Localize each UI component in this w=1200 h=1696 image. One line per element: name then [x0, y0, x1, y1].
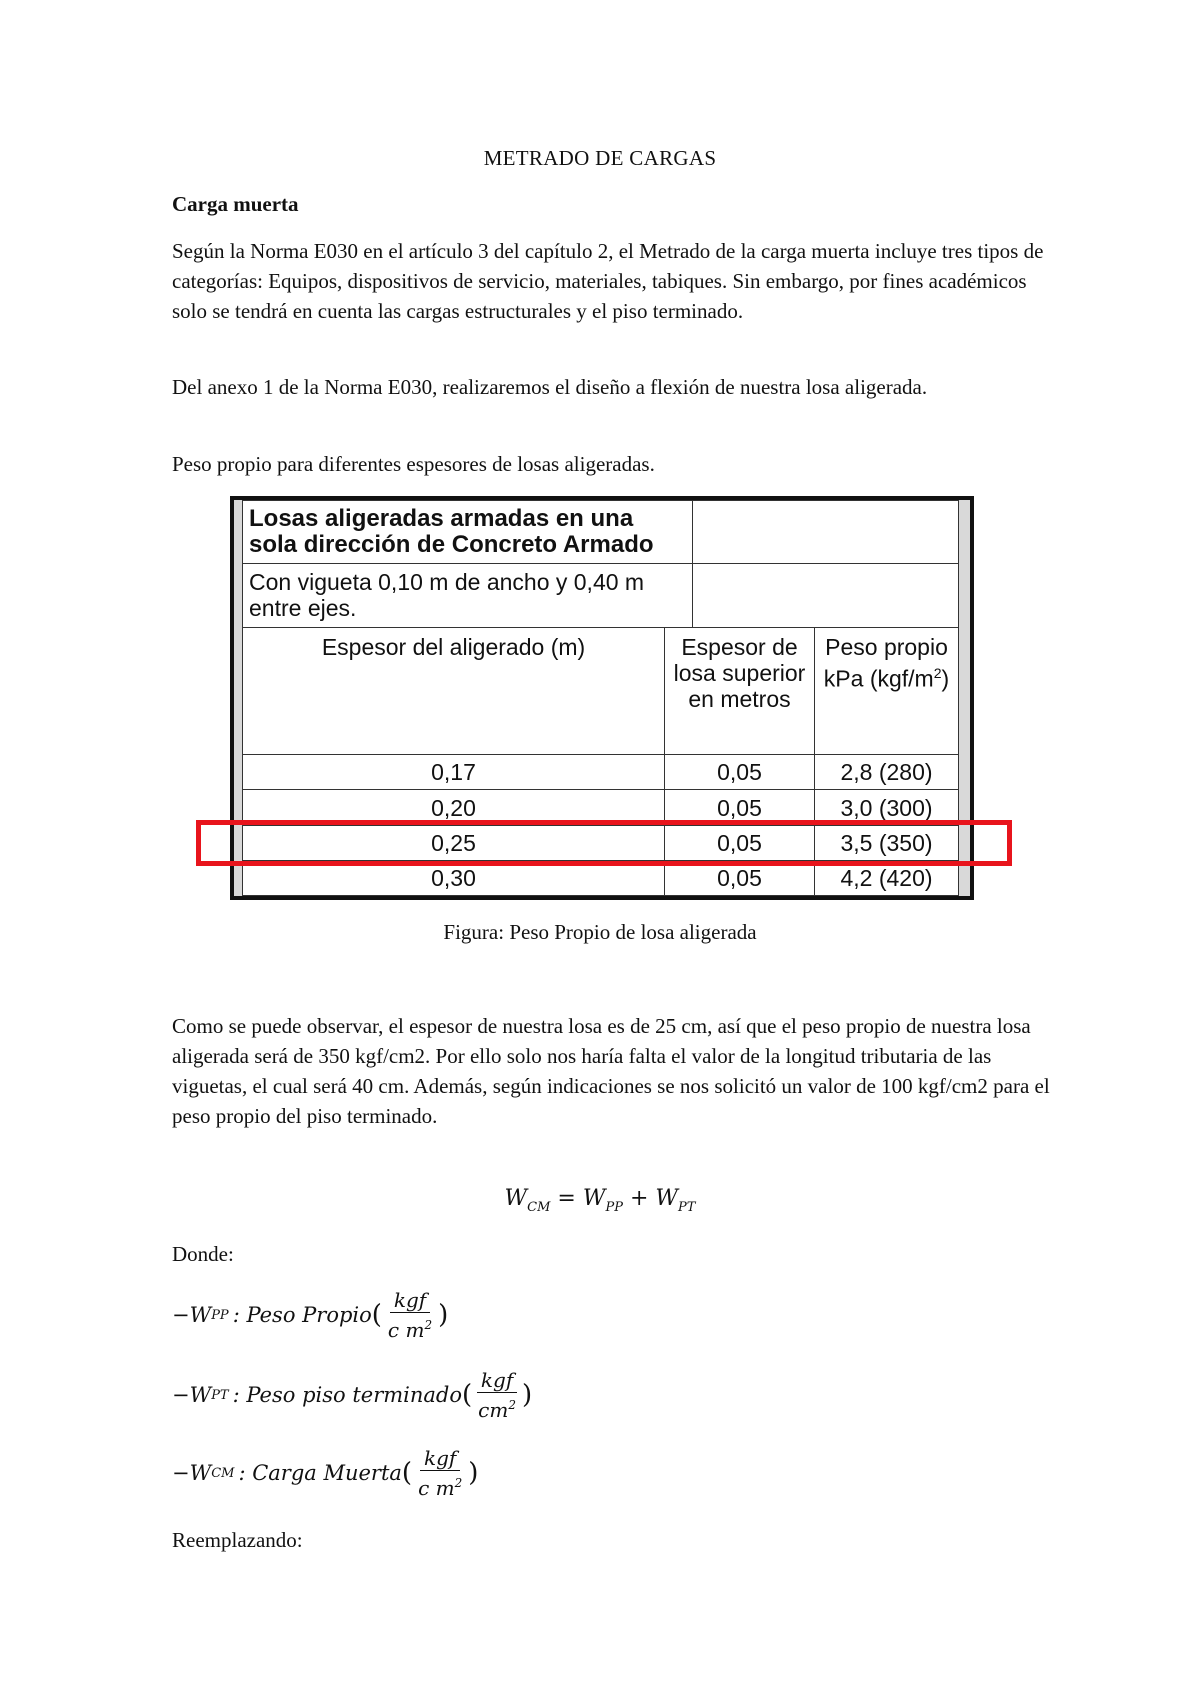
unit-denominator-text: c m: [418, 1476, 455, 1500]
column-header-peso-line1: Peso propio: [825, 633, 948, 660]
unit-fraction: [414, 1446, 466, 1500]
paragraph-anexo: Del anexo 1 de la Norma E030, realizaremos el diseño a flexión de nuestra losa aligerada.: [172, 375, 928, 399]
cell-espesor: 0,30: [243, 860, 665, 895]
table-header-sub: Con vigueta 0,10 m de ancho y 0,40 m entre ejes.: [243, 564, 693, 627]
definition-label: : Carga Muerta: [238, 1461, 402, 1485]
unit-exponent: 2: [508, 1398, 516, 1412]
paragraph-peso-propio: Peso propio para diferentes espesores de losas aligeradas.: [172, 452, 655, 476]
cell-espesor: 0,25: [243, 825, 665, 860]
cell-espesor: 0,20: [243, 790, 665, 825]
formula-term2-sub: PT: [678, 1200, 696, 1215]
column-header-espesor: Espesor del aligerado (m): [243, 627, 665, 755]
unit-denominator: [414, 1471, 466, 1500]
unit-numerator: kgf: [420, 1446, 460, 1471]
definition-sub: PT: [211, 1387, 229, 1403]
unit-exponent: 2: [424, 1318, 433, 1332]
unit-fraction: [384, 1288, 436, 1342]
unit-denominator-text: c m: [387, 1318, 425, 1342]
column-header-peso-close: ): [941, 665, 950, 692]
definition-carga-muerta: [172, 1446, 478, 1500]
unit-denominator-text: cm: [478, 1398, 509, 1422]
paren-open: (: [462, 1380, 473, 1410]
reemplazando-label: Reemplazando:: [172, 1528, 303, 1552]
highlight-box: [196, 820, 1012, 866]
definition-peso-propio: [172, 1288, 448, 1342]
definition-sub: PP: [211, 1307, 229, 1323]
paragraph-norma: Según la Norma E030 en el artículo 3 del capítulo 2, el Metrado de la carga muerta incluye tres tipos de categorías: Equipos, dispositivos de servicio, materiales, tabiques. Sin embargo, por fines académicos solo se tendrá en cuenta las cargas estructurales y el piso terminado.: [172, 239, 1044, 323]
unit-denominator: [384, 1313, 436, 1342]
donde-label: Donde:: [172, 1242, 234, 1266]
cell-losa: 0,05: [665, 790, 815, 825]
column-header-peso: [815, 627, 959, 755]
formula-term1: W: [582, 1186, 606, 1211]
unit-denominator: [474, 1393, 520, 1422]
formula-term1-sub: PP: [605, 1200, 623, 1215]
formula-carga-muerta: [0, 1186, 1200, 1215]
unit-fraction: [474, 1368, 520, 1422]
cell-peso: 2,8 (280): [815, 755, 959, 790]
column-header-peso-line2: kPa (kgf/m: [823, 665, 934, 692]
table-header-empty: [693, 501, 959, 564]
formula-plus: +: [629, 1186, 649, 1211]
cell-losa: 0,05: [665, 825, 815, 860]
definition-label: : Peso piso terminado: [232, 1383, 462, 1407]
column-header-losa: Espesor de losa superior en metros: [665, 627, 815, 755]
paren-close: ): [438, 1300, 449, 1330]
figure-caption: Figura: Peso Propio de losa aligerada: [443, 920, 757, 944]
unit-numerator: kgf: [390, 1288, 430, 1313]
definition-sub: CM: [211, 1465, 235, 1481]
cell-losa: 0,05: [665, 860, 815, 895]
cell-peso: 3,5 (350): [815, 825, 959, 860]
formula-term2: W: [655, 1186, 679, 1211]
table-header-empty: [693, 564, 959, 627]
paren-open: (: [401, 1458, 413, 1488]
cell-espesor: 0,17: [243, 755, 665, 790]
cell-losa: 0,05: [665, 755, 815, 790]
table-row: [243, 755, 959, 790]
unit-numerator: kgf: [477, 1368, 517, 1393]
cell-peso: 4,2 (420): [815, 860, 959, 895]
definition-piso-terminado: [172, 1368, 532, 1422]
definition-symbol: −W: [172, 1383, 212, 1407]
definition-symbol: −W: [172, 1303, 212, 1327]
cell-peso: 3,0 (300): [815, 790, 959, 825]
page-title: METRADO DE CARGAS: [483, 146, 717, 170]
section-heading: Carga muerta: [172, 192, 299, 216]
formula-lhs-sub: CM: [527, 1200, 551, 1215]
table-header-main: Losas aligeradas armadas en una sola dirección de Concreto Armado: [243, 501, 693, 564]
formula-equals: =: [557, 1186, 576, 1211]
unit-exponent: 2: [454, 1476, 463, 1490]
column-header-peso-sup: 2: [933, 664, 942, 681]
paren-open: (: [371, 1300, 382, 1330]
paren-close: ): [521, 1380, 533, 1410]
definition-label: : Peso Propio: [232, 1303, 372, 1327]
paragraph-observacion: Como se puede observar, el espesor de nuestra losa es de 25 cm, así que el peso propio de nuestra losa aligerada será de 350 kgf/cm2. Por ello solo nos haría falta el valor de la longitud tributaria de las viguetas, el cual será 40 cm. Además, según indicaciones se nos solicitó un valor de 100 kgf/cm2 para el peso propio del piso terminado.: [172, 1014, 1050, 1128]
paren-close: ): [468, 1458, 479, 1488]
definition-symbol: −W: [172, 1461, 212, 1485]
formula-lhs: W: [504, 1186, 528, 1211]
